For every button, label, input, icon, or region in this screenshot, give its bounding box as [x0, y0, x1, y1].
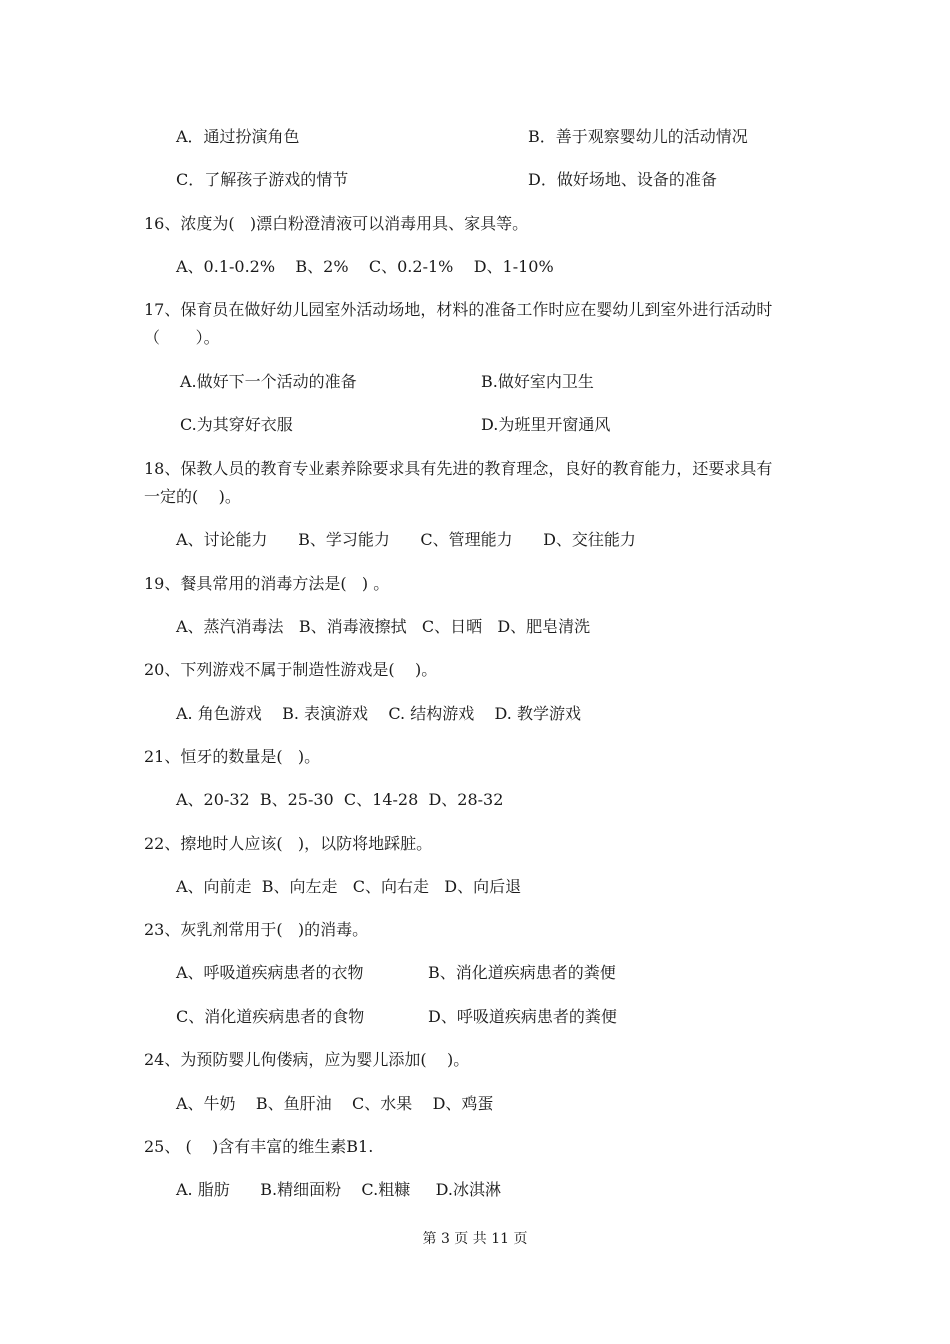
q15-option-c: C．了解孩子游戏的情节: [176, 170, 349, 189]
q22-stem: 22、擦地时人应该( )，以防将地踩脏。: [144, 834, 433, 853]
q19-options: A、蒸汽消毒法 B、消毒液擦拭 C、日晒 D、肥皂清洗: [176, 617, 591, 636]
q23-option-b: B、消化道疾病患者的粪便: [428, 963, 616, 982]
q16-options: A、0.1-0.2% B、2% C、0.2-1% D、1-10%: [176, 257, 554, 276]
q15-option-b: B．善于观察婴幼儿的活动情况: [528, 127, 748, 146]
q22-options: A、向前走 B、向左走 C、向右走 D、向后退: [176, 877, 522, 896]
q16-stem: 16、浓度为( )漂白粉澄清液可以消毒用具、家具等。: [144, 214, 529, 233]
q21-stem: 21、恒牙的数量是( )。: [144, 747, 321, 766]
q17-option-b: B.做好室内卫生: [481, 372, 594, 391]
q20-options: A. 角色游戏 B. 表演游戏 C. 结构游戏 D. 教学游戏: [176, 704, 581, 723]
q23-stem: 23、灰乳剂常用于( )的消毒。: [144, 920, 369, 939]
q19-stem: 19、餐具常用的消毒方法是( ) 。: [144, 574, 390, 593]
q23-option-a: A、呼吸道疾病患者的衣物: [176, 963, 364, 982]
q20-stem: 20、下列游戏不属于制造性游戏是( )。: [144, 660, 438, 679]
q17-stem-line2: （ ）。: [144, 328, 220, 347]
q15-option-d: D．做好场地、设备的准备: [528, 170, 717, 189]
q17-option-d: D.为班里开窗通风: [481, 415, 611, 434]
q17-option-a: A.做好下一个活动的准备: [180, 372, 357, 391]
q23-option-c: C、消化道疾病患者的食物: [176, 1007, 365, 1026]
q23-option-d: D、呼吸道疾病患者的粪便: [428, 1007, 617, 1026]
q24-stem: 24、为预防婴儿佝偻病，应为婴儿添加( )。: [144, 1050, 470, 1069]
q25-stem: 25、 ( )含有丰富的维生素B1.: [144, 1137, 374, 1156]
q18-stem-line1: 18、保教人员的教育专业素养除要求具有先进的教育理念，良好的教育能力，还要求具有: [144, 459, 773, 478]
q18-options: A、讨论能力 B、学习能力 C、管理能力 D、交往能力: [176, 530, 636, 549]
page-footer: 第 3 页 共 11 页: [422, 1231, 528, 1247]
q17-stem-line1: 17、保育员在做好幼儿园室外活动场地，材料的准备工作时应在婴幼儿到室外进行活动时: [144, 300, 773, 319]
q21-options: A、20-32 B、25-30 C、14-28 D、28-32: [176, 790, 504, 809]
q17-option-c: C.为其穿好衣服: [180, 415, 293, 434]
q18-stem-line2: 一定的( )。: [144, 487, 241, 506]
q15-option-a: A．通过扮演角色: [176, 127, 300, 146]
q24-options: A、牛奶 B、鱼肝油 C、水果 D、鸡蛋: [176, 1094, 494, 1113]
q25-options: A. 脂肪 B.精细面粉 C.粗糠 D.冰淇淋: [176, 1180, 501, 1199]
